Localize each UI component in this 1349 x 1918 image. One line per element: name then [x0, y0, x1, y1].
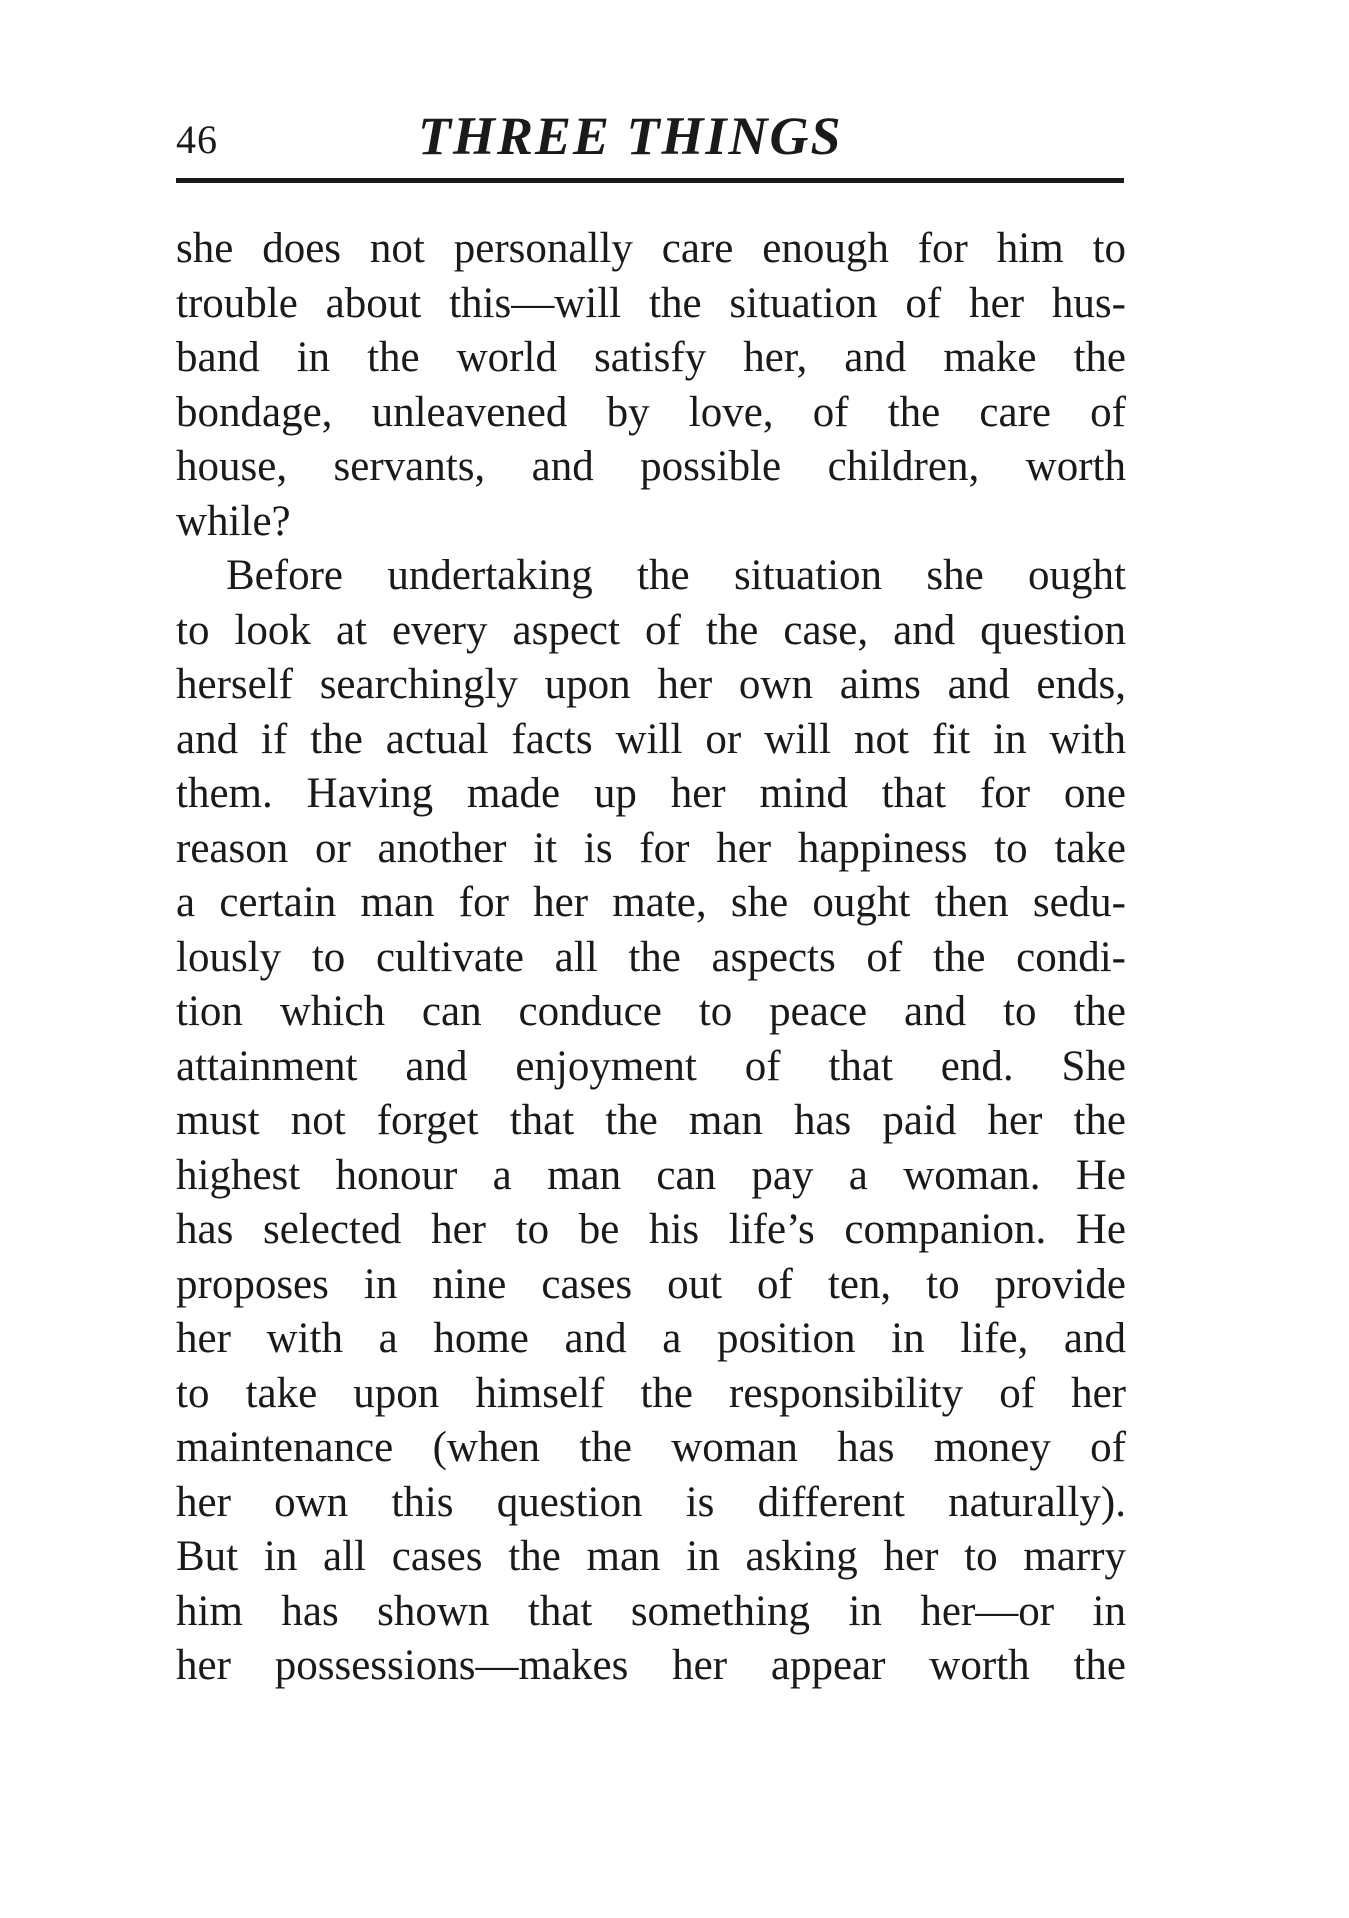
text-line: a certain man for her mate, she ought then sedu-	[176, 879, 1126, 926]
text-line: to take upon himself the responsibility of her	[176, 1369, 1126, 1417]
text-line: while?	[176, 497, 291, 545]
text-line: her with a home and a position in life, and	[176, 1315, 1126, 1362]
page-number: 46	[176, 117, 218, 162]
text-line: highest honour a man can pay a woman. He	[176, 1151, 1126, 1199]
text-line: house, servants, and possible children, worth	[176, 443, 1126, 490]
paragraph-start-line: Before undertaking the situation she ought	[226, 552, 1126, 599]
text-line: her possessions—makes her appear worth the	[176, 1642, 1126, 1689]
text-line: bondage, unleavened by love, of the care of	[176, 388, 1126, 436]
header-rule	[176, 178, 1124, 183]
text-line: But in all cases the man in asking her to marry	[176, 1533, 1126, 1580]
text-line: them. Having made up her mind that for one	[176, 770, 1126, 817]
text-line: band in the world satisfy her, and make the	[176, 334, 1126, 381]
text-line: reason or another it is for her happiness to take	[176, 824, 1126, 872]
text-line: proposes in nine cases out of ten, to provide	[176, 1260, 1126, 1308]
text-line: and if the actual facts will or will not fit in with	[176, 715, 1126, 763]
body-text	[176, 222, 1126, 1694]
text-line: lously to cultivate all the aspects of the condi-	[176, 933, 1126, 981]
text-line: maintenance (when the woman has money of	[176, 1424, 1126, 1471]
text-line: to look at every aspect of the case, and question	[176, 606, 1126, 654]
text-line: her own this question is different naturally).	[176, 1478, 1126, 1526]
text-line: herself searchingly upon her own aims and ends,	[176, 661, 1126, 708]
text-line: she does not personally care enough for him to	[176, 225, 1126, 272]
text-line: him has shown that something in her—or in	[176, 1587, 1126, 1635]
running-head	[176, 104, 1126, 174]
running-title: THREE THINGS	[418, 106, 843, 166]
text-line: attainment and enjoyment of that end. She	[176, 1042, 1126, 1090]
text-line: trouble about this—will the situation of her hus-	[176, 279, 1126, 327]
text-line: has selected her to be his life’s companion. He	[176, 1206, 1126, 1253]
text-line: tion which can conduce to peace and to the	[176, 988, 1126, 1035]
text-line: must not forget that the man has paid her the	[176, 1097, 1126, 1144]
